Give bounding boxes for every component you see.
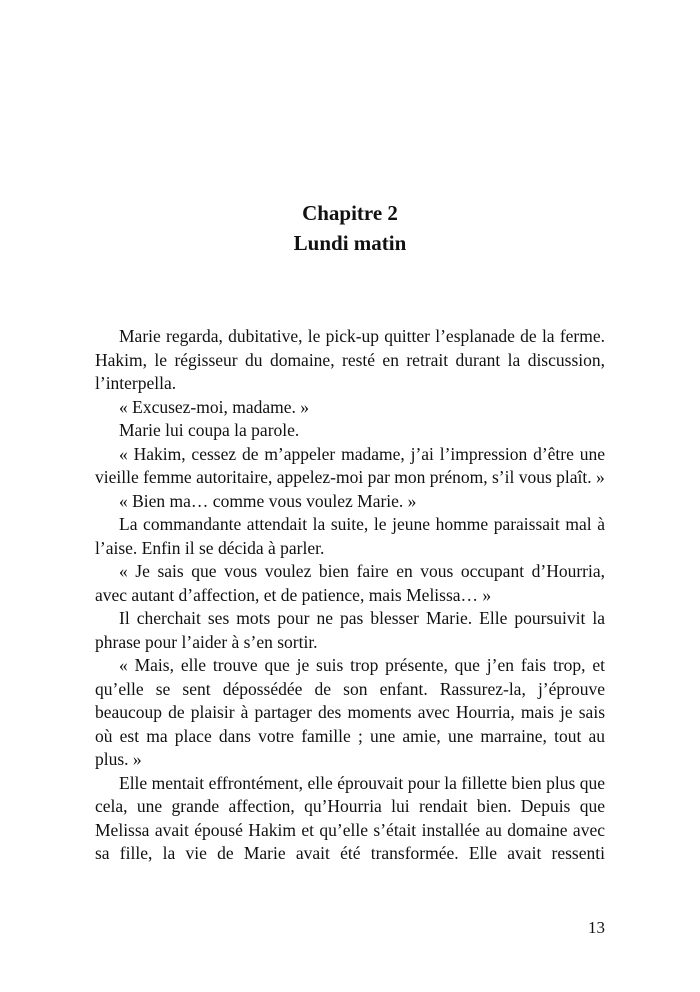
chapter-title: Lundi matin bbox=[293, 231, 407, 255]
paragraph: Il cherchait ses mots pour ne pas blesser Marie. Elle poursuivit la phrase pour l’aider à s’en sortir. bbox=[95, 608, 605, 652]
paragraph: Marie regarda, dubitative, le pick-up quitter l’esplanade de la ferme. Hakim, le régisseur du domaine, resté en retrait durant la discussion, l’interpella. bbox=[95, 326, 605, 393]
paragraph: « Mais, elle trouve que je suis trop présente, que j’en fais trop, et qu’elle se sent dépossédée de son enfant. Rassurez-la, j’éprouve beaucoup de plaisir à partager des moments avec Hourria, mais je sais où est ma place dans votre famille ; une amie, une marraine, tout au plus. » bbox=[95, 655, 605, 769]
paragraph: Elle mentait effrontément, elle éprouvait pour la fillette bien plus que cela, une grande affection, qu’Hourria lui rendait bien. Depuis que Melissa avait épousé Hakim et qu’elle s’était installée au domaine avec sa fille, la vie de Marie avait été transformée. Elle avait ressenti bbox=[95, 772, 605, 863]
body-text bbox=[95, 325, 605, 866]
chapter-number: Chapitre 2 bbox=[302, 201, 398, 225]
paragraph: « Bien ma… comme vous voulez Marie. » bbox=[119, 490, 417, 511]
page-number: 13 bbox=[588, 918, 605, 937]
paragraph: « Je sais que vous voulez bien faire en vous occupant d’Hourria, avec autant d’affection, et de patience, mais Melissa… » bbox=[95, 561, 605, 605]
paragraph: « Hakim, cessez de m’appeler madame, j’ai l’impression d’être une vieille femme autoritaire, appelez-moi par mon prénom, s’il vous plaît. » bbox=[95, 443, 605, 487]
paragraph: La commandante attendait la suite, le jeune homme paraissait mal à l’aise. Enfin il se décida à parler. bbox=[95, 514, 605, 558]
paragraph: « Excusez-moi, madame. » bbox=[119, 396, 310, 417]
chapter-heading bbox=[0, 198, 700, 258]
paragraph: Marie lui coupa la parole. bbox=[119, 420, 300, 440]
